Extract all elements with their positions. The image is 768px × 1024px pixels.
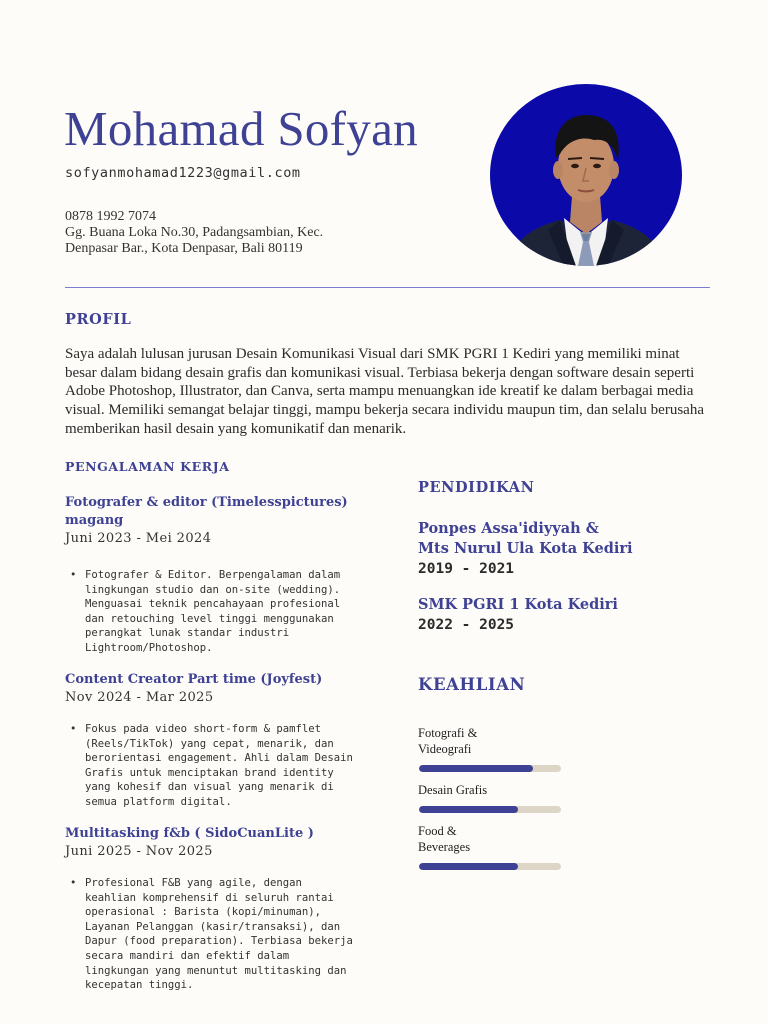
skill-bar [419,765,561,772]
experience-heading: PENGALAMAN KERJA [65,459,230,474]
education-years: 2022 - 2025 [418,617,515,633]
skill-label [418,823,538,855]
skill-label-line: Desain Grafis [418,783,488,797]
job-period: Juni 2025 - Nov 2025 [65,844,213,859]
skill-label-line: Fotografi & [418,726,478,740]
job-title: Fotografer & editor (Timelesspictures) magang [65,495,348,528]
header-divider [65,287,710,288]
education-years: 2019 - 2021 [418,561,515,577]
contact-info [65,209,323,257]
skills-heading: KEAHLIAN [418,675,526,694]
job-period: Nov 2024 - Mar 2025 [65,690,214,705]
job-bullet-item: • Fotografer & Editor. Berpengalaman dalam lingkungan studio dan on-site (wedding). Menguasai teknik pencahayaan profesional dan retouching level tinggi menggunakan perangkat lunak standar industri Lightroom/Photoshop. [65,568,355,656]
skill-bar [419,863,561,870]
skill-label-line: Food & [418,824,457,838]
skill-label-line: Beverages [418,840,471,854]
skill-label [418,782,538,798]
portrait-illustration [490,84,682,266]
skill-bar-fill [419,806,518,813]
education-heading: PENDIDIKAN [418,479,535,496]
candidate-name: Mohamad Sofyan [64,101,418,156]
job-period: Juni 2023 - Mei 2024 [65,531,212,546]
skill-label [418,725,538,757]
school-name-line: Ponpes Assa'idiyyah & [418,520,599,537]
job-bullets [65,876,355,993]
address-line-1: Gg. Buana Loka No.30, Padangsambian, Kec. [65,225,324,240]
school-name-line: Mts Nurul Ula Kota Kediri [418,540,633,557]
profile-photo [490,84,682,266]
address-line-2: Denpasar Bar., Kota Denpasar, Bali 80119 [65,241,303,256]
phone-number: 0878 1992 7074 [65,209,156,224]
education-school [418,595,718,615]
skill-bar [419,806,561,813]
job-bullets [65,568,355,656]
skill-label-line: Videografi [418,742,472,756]
profile-heading: PROFIL [65,311,132,328]
job-bullet-item: • Profesional F&B yang agile, dengan keahlian komprehensif di seluruh rantai operasional : Barista (kopi/minuman), Layanan Pelanggan (kasir/transaksi), dan Dapur (food preparation). Terbiasa bekerja secara mandiri dan efektif dalam lingkungan yang menuntut multitasking dan kecepatan tinggi. [65,876,355,993]
skill-bar-fill [419,765,533,772]
skill-bar-fill [419,863,518,870]
job-title: Multitasking f&b ( SidoCuanLite ) [65,826,314,841]
job-title: Content Creator Part time (Joyfest) [65,672,323,687]
education-school [418,519,718,559]
profile-summary: Saya adalah lulusan jurusan Desain Komunikasi Visual dari SMK PGRI 1 Kediri yang memiliki minat besar dalam bidang desain grafis dan komunikasi visual. Terbiasa bekerja dengan software desain seperti Adobe Photoshop, Illustrator, dan Canva, serta mampu menuangkan ide kreatif ke dalam berbagai media visual. Memiliki semangat belajar tinggi, mampu bekerja secara individu maupun tim, dan selalu berusaha memberikan hasil desain yang komunikatif dan menarik. [65,346,704,437]
email-address: sofyanmohamad1223@gmail.com [65,165,301,181]
school-name-line: SMK PGRI 1 Kota Kediri [418,596,618,613]
job-bullet-item: • Fokus pada video short-form & pamflet (Reels/TikTok) yang cepat, menarik, dan berorientasi engagement. Ahli dalam Desain Grafis untuk menciptakan brand identity yang kohesif dan visual yang menarik di semua platform digital. [65,722,355,810]
job-bullets [65,722,355,810]
